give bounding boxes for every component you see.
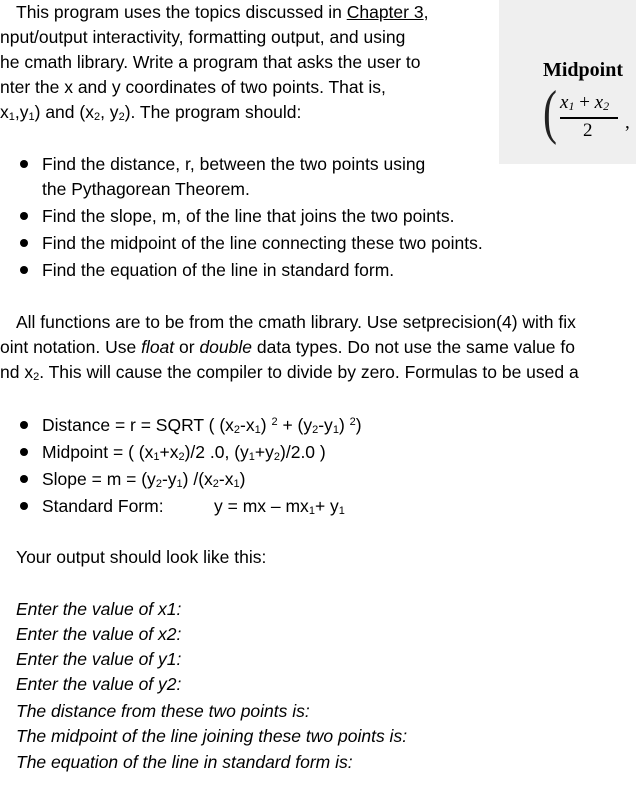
bullet-icon	[20, 160, 28, 168]
figure-comma: ,	[625, 112, 630, 133]
formula-midpoint: Midpoint = ( $(x_1+x_2)/2$ .0, $(y_1+y_2)/2.0$ )	[42, 442, 326, 463]
para2-line-1: All functions are to be from the cmath library. Use setprecision(4) with fix	[16, 312, 576, 332]
figure-fraction-bar	[560, 117, 618, 119]
task-item: Find the slope, m, of the line that joins the two points.	[42, 206, 455, 226]
intro-text: This program uses the topics discussed in	[16, 2, 347, 22]
bullet-icon	[20, 448, 28, 456]
bullet-icon	[20, 212, 28, 220]
figure-denominator: 2	[583, 120, 593, 141]
output-intro: Your output should look like this:	[16, 547, 267, 567]
bullet-icon	[20, 421, 28, 429]
bullet-icon	[20, 475, 28, 483]
chapter-3-link[interactable]: Chapter 3	[346, 2, 424, 22]
intro-line-4: nter the x and y coordinates of two points. That is,	[0, 77, 386, 97]
task-item-continued: the Pythagorean Theorem.	[42, 179, 250, 199]
task-item: Find the midpoint of the line connecting these two points.	[42, 233, 483, 253]
output-line: Enter the value of y2:	[16, 674, 182, 694]
task-item: Find the equation of the line in standard form.	[42, 260, 395, 280]
task-item: Find the distance, r, between the two points using	[42, 154, 426, 174]
output-line: The distance from these two points is:	[16, 701, 310, 721]
intro-line-2: nput/output interactivity, formatting output, and using	[0, 27, 406, 47]
bullet-icon	[20, 502, 28, 510]
figure-title: Midpoint	[543, 59, 624, 81]
intro-line-5: $x_1,y_1$) and ($x_2$, $y_2$). The program should:	[0, 102, 302, 123]
figure-paren: (	[543, 79, 557, 145]
output-line: Enter the value of y1:	[16, 649, 182, 669]
para2-line-2: oint notation. Use float or double data types. Do not use the same value fo	[0, 337, 575, 357]
formula-slope: Slope = $m = (y_2-y_1)$ $/(x_2-x_1)$	[42, 469, 246, 490]
output-line: The equation of the line in standard form is:	[16, 752, 353, 772]
figure-numerator: $x_1 + x_2$	[560, 92, 610, 113]
output-line: Enter the value of x1:	[16, 599, 182, 619]
bullet-icon	[20, 239, 28, 247]
intro-text: ,	[423, 2, 429, 22]
output-line: The midpoint of the line joining these two points is:	[16, 726, 408, 746]
para2-line-3: nd $x_2$. This will cause the compiler to divide by zero. Formulas to be used a	[0, 362, 579, 383]
intro-line-1	[16, 0, 428, 25]
bullet-icon	[20, 266, 28, 274]
formula-standard-label: Standard Form:	[42, 496, 164, 516]
output-line: Enter the value of x2:	[16, 624, 182, 644]
midpoint-formula-figure	[499, 0, 636, 164]
intro-line-3: he cmath library. Write a program that asks the user to	[0, 52, 421, 72]
formula-standard: y = mx – $mx_1+ y_1$	[214, 496, 345, 517]
formula-distance: Distance = r = SQRT ( $(x_2-x_1) ^2 + (y_2-y_1)$ $^2$)	[42, 415, 362, 436]
